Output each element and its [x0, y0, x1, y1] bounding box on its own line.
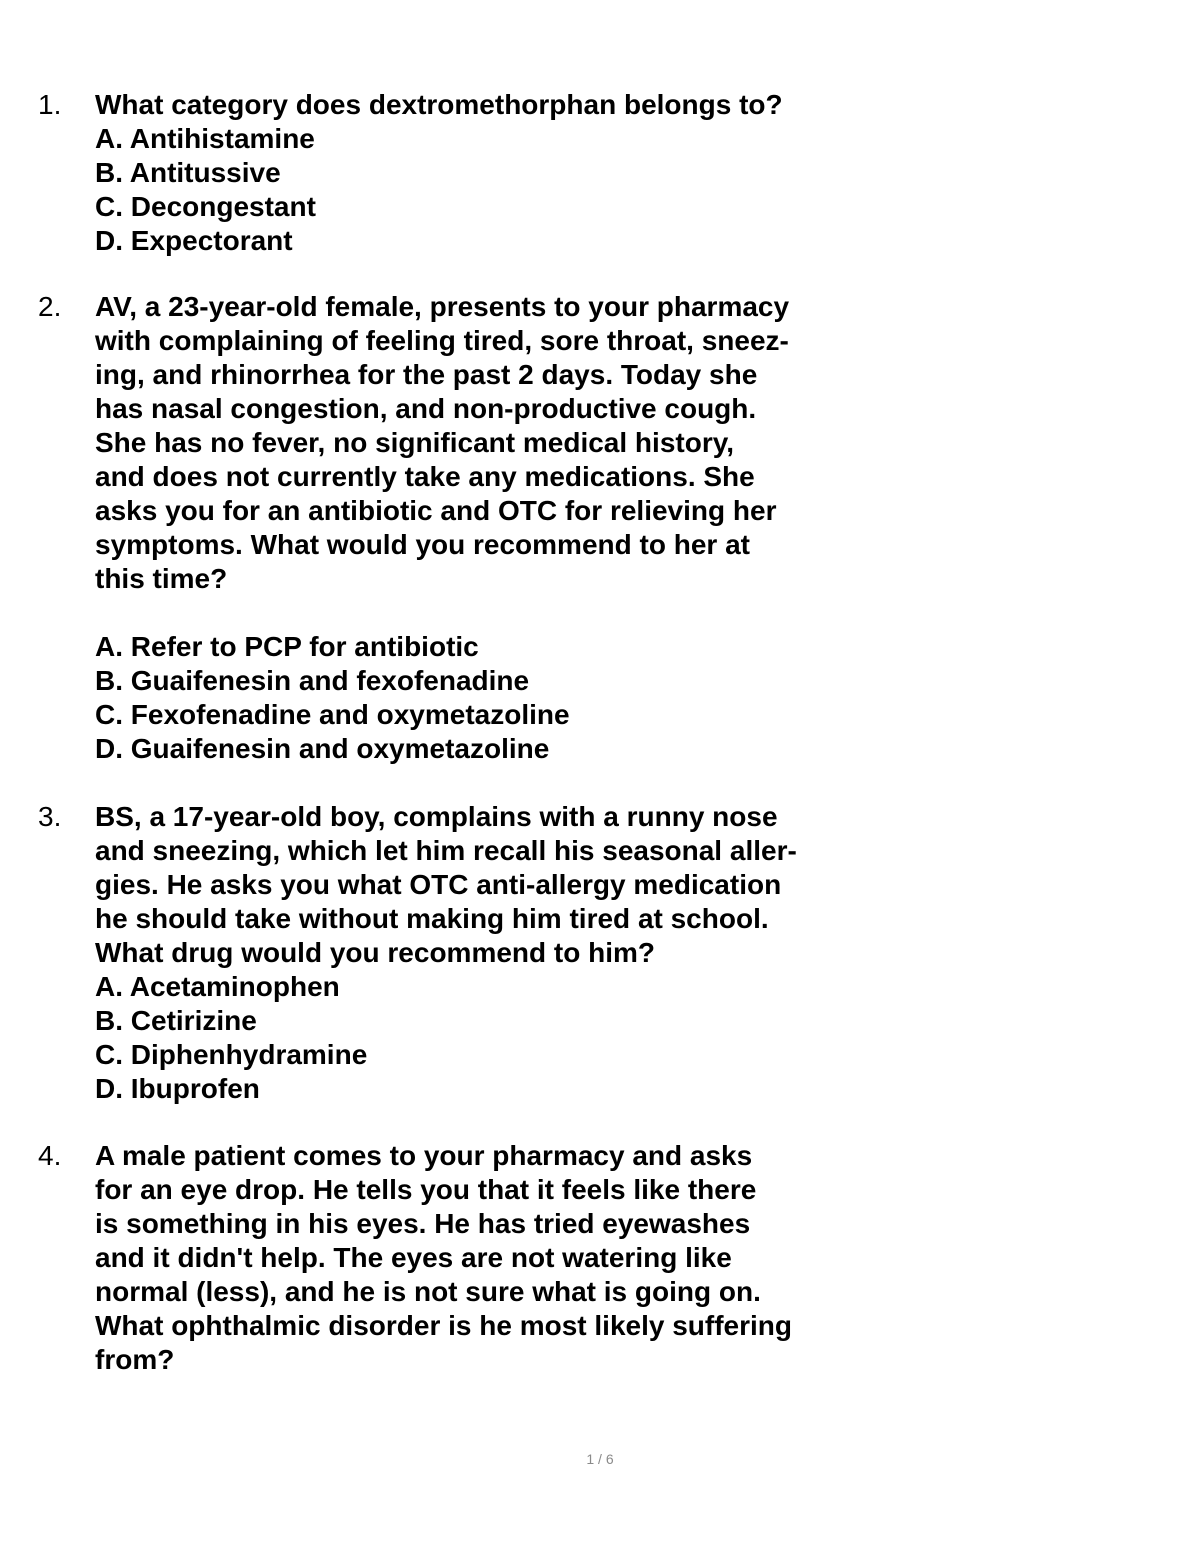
- question-text-line: and sneezing, which let him recall his seasonal aller-: [95, 835, 797, 866]
- answer-option: C. Fexofenadine and oxymetazoline: [95, 699, 570, 730]
- question-text-line: and it didn't help. The eyes are not watering like: [95, 1242, 732, 1273]
- question-number: 3.: [38, 801, 62, 832]
- question-body: [95, 88, 935, 258]
- question-text-line: has nasal congestion, and non-productive cough.: [95, 393, 757, 424]
- question-text-line: What ophthalmic disorder is he most likely suffering: [95, 1310, 793, 1341]
- spacer: [95, 596, 935, 630]
- answer-option: D. Guaifenesin and oxymetazoline: [95, 733, 550, 764]
- question-text-line: ing, and rhinorrhea for the past 2 days. Today she: [95, 359, 758, 390]
- page-indicator: 1 / 6: [586, 1451, 614, 1467]
- question-text-line: BS, a 17-year-old boy, complains with a runny nose: [95, 801, 778, 832]
- answer-option: C. Diphenhydramine: [95, 1039, 368, 1070]
- answer-option: B. Guaifenesin and fexofenadine: [95, 665, 530, 696]
- question-text-line: asks you for an antibiotic and OTC for relieving her: [95, 495, 777, 526]
- answer-option: A. Antihistamine: [95, 123, 315, 154]
- question-text-line: from?: [95, 1344, 175, 1375]
- question-body: [95, 290, 935, 766]
- answer-option: C. Decongestant: [95, 191, 316, 222]
- question-number: 4.: [38, 1140, 62, 1171]
- question-body: [95, 1139, 935, 1377]
- question-text-line: for an eye drop. He tells you that it feels like there: [95, 1174, 757, 1205]
- question-text-line: this time?: [95, 563, 228, 594]
- question-text-line: She has no fever, no significant medical history,: [95, 427, 734, 458]
- answer-option: B. Cetirizine: [95, 1005, 257, 1036]
- question-text-line: AV, a 23-year-old female, presents to your pharmacy: [95, 291, 790, 322]
- answer-option: B. Antitussive: [95, 157, 281, 188]
- question-text-line: What drug would you recommend to him?: [95, 937, 655, 968]
- question-number: 2.: [38, 291, 62, 322]
- answer-option: D. Ibuprofen: [95, 1073, 260, 1104]
- question-text-line: he should take without making him tired at school.: [95, 903, 769, 934]
- question-text-line: A male patient comes to your pharmacy and asks: [95, 1140, 753, 1171]
- question-text: What category does dextromethorphan belongs to?: [95, 89, 783, 120]
- question-number: 1.: [38, 89, 62, 120]
- question-text-line: normal (less), and he is not sure what is going on.: [95, 1276, 761, 1307]
- question-text-line: symptoms. What would you recommend to her at: [95, 529, 750, 560]
- answer-option: D. Expectorant: [95, 225, 293, 256]
- answer-option: A. Refer to PCP for antibiotic: [95, 631, 479, 662]
- question-text-line: and does not currently take any medications. She: [95, 461, 755, 492]
- answer-option: A. Acetaminophen: [95, 971, 340, 1002]
- question-text-line: is something in his eyes. He has tried eyewashes: [95, 1208, 751, 1239]
- question-body: [95, 800, 935, 1106]
- question-text-line: with complaining of feeling tired, sore throat, sneez-: [95, 325, 789, 356]
- question-text-line: gies. He asks you what OTC anti-allergy medication: [95, 869, 782, 900]
